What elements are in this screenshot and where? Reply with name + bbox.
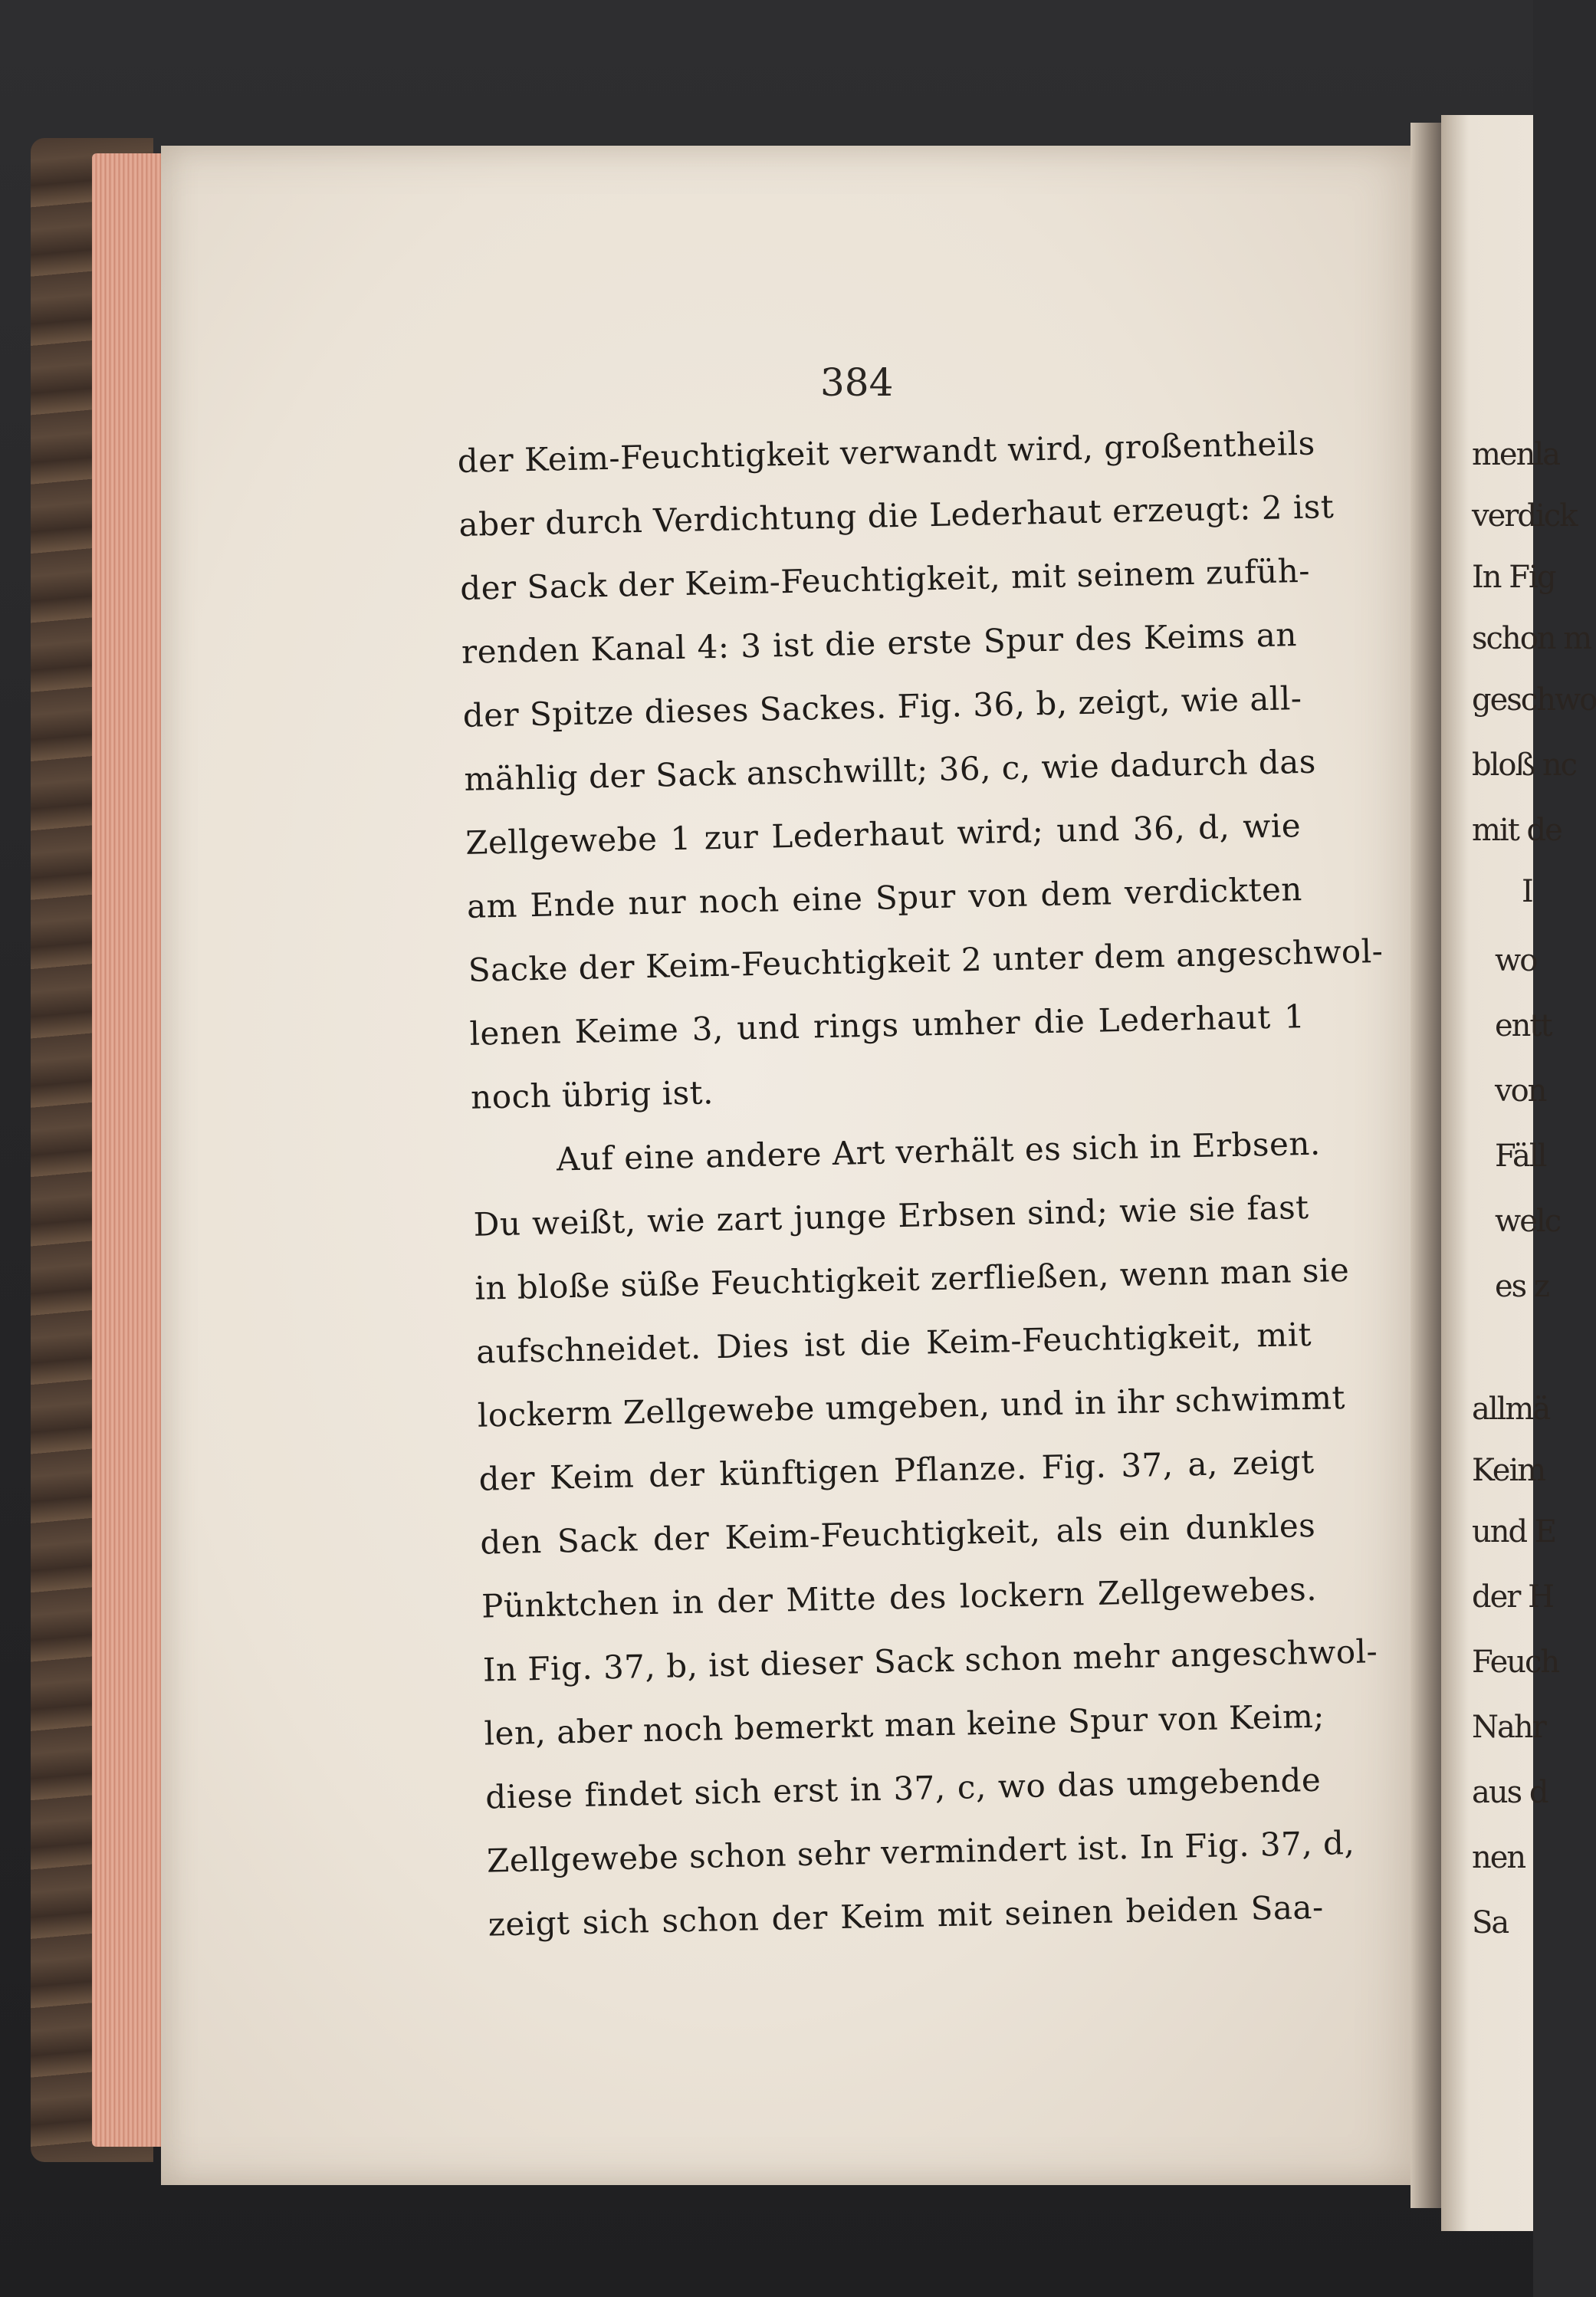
next-page-fragment: I xyxy=(1522,874,1532,909)
next-page-fragment: Keim xyxy=(1472,1453,1545,1488)
text-line: der Keim der künftigen Pflanze. Fig. 37, a, zeigt xyxy=(478,1442,1315,1498)
text-line: diese findet sich erst in 37, c, wo das umgebende xyxy=(484,1760,1322,1816)
text-line: lenen Keime 3, und rings umher die Lederhaut 1 xyxy=(469,997,1305,1053)
text-line: noch übrig ist. xyxy=(470,1073,714,1116)
next-page-fragment: und E xyxy=(1472,1514,1556,1549)
next-page-fragment: es z xyxy=(1495,1269,1548,1304)
next-page-fragment: der H xyxy=(1472,1579,1553,1615)
text-line: aufschneidet. Dies ist die Keim-Feuchtigkeit, mit xyxy=(475,1315,1312,1371)
text-line: In Fig. 37, b, ist dieser Sack schon mehr angeschwol- xyxy=(482,1632,1378,1689)
page-block-edges xyxy=(92,153,169,2147)
text-line: in bloße süße Feuchtigkeit zerfließen, wenn man sie xyxy=(474,1250,1350,1307)
next-page-fragment: welc xyxy=(1495,1204,1561,1239)
text-line: lockerm Zellgewebe umgeben, und in ihr schwimmt xyxy=(477,1379,1346,1434)
text-line: aber durch Verdichtung die Lederhaut erzeugt: 2 ist xyxy=(458,488,1335,544)
text-line: Du weißt, wie zart junge Erbsen sind; wie sie fast xyxy=(473,1188,1310,1244)
text-line: renden Kanal 4: 3 ist die erste Spur des Keims an xyxy=(461,616,1298,671)
next-page-fragment: menla xyxy=(1472,437,1560,472)
text-line: Sacke der Keim-Feuchtigkeit 2 unter dem angeschwol- xyxy=(468,932,1384,989)
next-page-fragment: aus d xyxy=(1472,1775,1548,1810)
next-page-fragment: nen xyxy=(1472,1840,1525,1875)
next-page-fragment: In Fig xyxy=(1472,560,1555,595)
page-text xyxy=(457,412,1384,1956)
next-page-fragment: schon m xyxy=(1472,621,1591,656)
text-line: zeigt sich schon der Keim mit seinen beiden Saa- xyxy=(488,1888,1325,1944)
next-page-fragment: verdick xyxy=(1472,498,1577,534)
text-line: der Keim-Feuchtigkeit verwandt wird, großentheils xyxy=(457,424,1316,480)
next-page-fragment: geschwo xyxy=(1472,682,1596,718)
next-page-fragment: wo xyxy=(1495,943,1537,978)
text-line: am Ende nur noch eine Spur von dem verdickten xyxy=(466,870,1303,925)
next-page-fragment: Feuch xyxy=(1472,1645,1559,1680)
next-page-fragment: mit de xyxy=(1472,813,1562,848)
text-line: len, aber noch bemerkt man keine Spur von Keim; xyxy=(484,1697,1325,1753)
text-line: Auf eine andere Art verhält es sich in Erbsen. xyxy=(556,1124,1322,1178)
next-page-fragment: Nahr xyxy=(1472,1710,1545,1745)
text-line: mählig der Sack anschwillt; 36, c, wie dadurch das xyxy=(464,742,1317,798)
next-page-fragment: bloß nc xyxy=(1472,748,1577,783)
page-number: 384 xyxy=(820,360,894,405)
next-page-fragment: Sa xyxy=(1472,1905,1509,1940)
text-line: Zellgewebe schon sehr vermindert ist. In Fig. 37, d, xyxy=(486,1823,1355,1880)
next-page-fragment: von xyxy=(1495,1073,1546,1109)
text-line: Pünktchen in der Mitte des lockern Zellgewebes. xyxy=(481,1569,1318,1625)
text-line: Zellgewebe 1 zur Lederhaut wird; und 36, d, wie xyxy=(465,807,1302,862)
next-page-fragment: entt xyxy=(1495,1008,1552,1043)
next-page-fragment: allmä xyxy=(1472,1392,1550,1427)
text-line: den Sack der Keim-Feuchtigkeit, als ein dunkles xyxy=(479,1506,1316,1562)
text-line: der Spitze dieses Sackes. Fig. 36, b, zeigt, wie all- xyxy=(462,679,1302,734)
next-page-fragment: Fäll xyxy=(1495,1139,1546,1174)
text-line: der Sack der Keim-Feuchtigkeit, mit seinem zufüh- xyxy=(459,551,1311,607)
